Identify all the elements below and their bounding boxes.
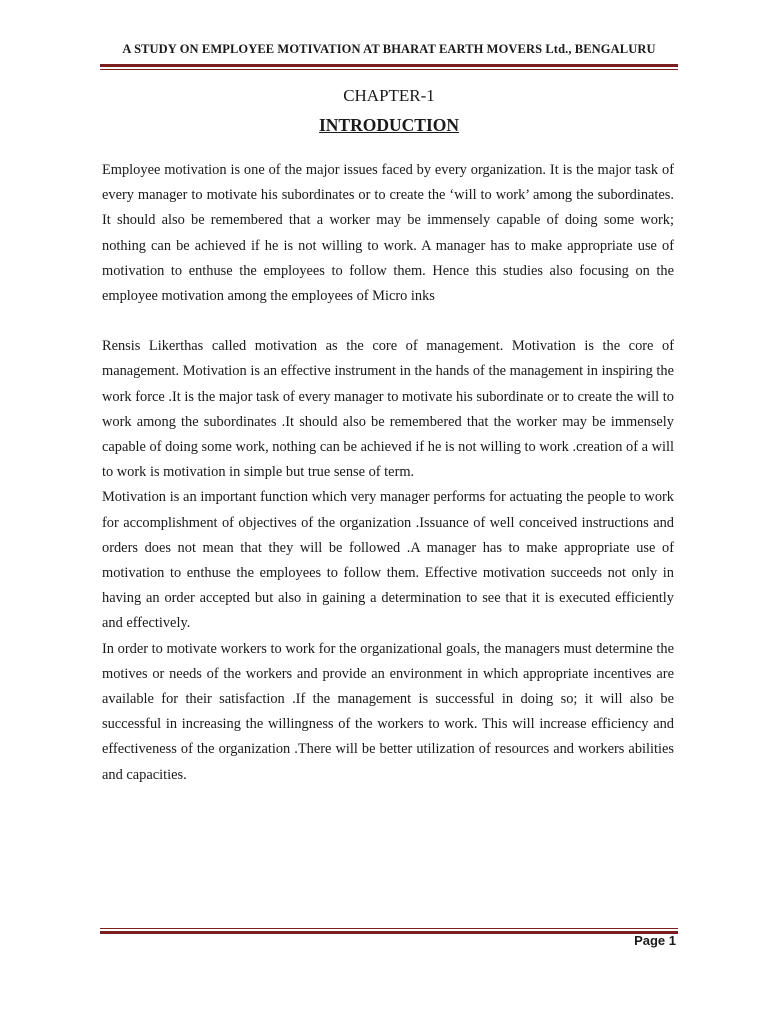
paragraph: Rensis Likerthas called motivation as the core of management. Motivation is the core of management. Motivation is an effective instrument in the hands of the management in inspiring the work force .It is the major task of every manager to motivate his subordinate or to create the will to work among the subordinates .It should also be remembered that the worker may be immensely capable of doing some work, nothing can be achieved if he is not willing to work .creation of a will to work is motivation in simple but true sense of term. <box>102 338 674 481</box>
running-header: A STUDY ON EMPLOYEE MOTIVATION AT BHARAT EARTH MOVERS Ltd., BENGALURU <box>122 42 656 56</box>
page-number: Page 1 <box>634 933 676 948</box>
footer-rule-thick <box>100 931 678 934</box>
paragraph: Motivation is an important function which very manager performs for actuating the people to work for accomplishment of objectives of the organization .Issuance of well conceived instructions and orders does not mean that they will be followed .A manager has to make appropriate use of motivation to enthuse the employees to follow them. Effective motivation succeeds not only in having an order accepted but also in gaining a determination to see that it is executed efficiently and effectively. <box>102 489 674 632</box>
paragraph: Employee motivation is one of the major issues faced by every organization. It is the major task of every manager to motivate his subordinates or to create the ‘will to work’ among the subordinates. It should also be remembered that a worker may be immensely capable of doing some work; nothing can be achieved if he is not willing to work. A manager has to make appropriate use of motivation to enthuse the employees to follow them. Hence this studies also focusing on the employee motivation among the employees of Micro inks <box>102 162 674 305</box>
header-rule-thin <box>100 69 678 70</box>
body-text <box>102 158 674 788</box>
paragraph: In order to motivate workers to work for the organizational goals, the managers must determine the motives or needs of the workers and provide an environment in which appropriate incentives are available for their satisfaction .If the management is successful in doing so; it will also be successful in increasing the willingness of the workers to work. This will increase efficiency and effectiveness of the organization .There will be better utilization of resources and workers abilities and capacities. <box>102 640 674 783</box>
header-rule-thick <box>100 64 678 67</box>
footer-rule-thin <box>100 928 678 929</box>
chapter-label: CHAPTER-1 <box>343 86 435 105</box>
chapter-title: INTRODUCTION <box>318 115 460 135</box>
